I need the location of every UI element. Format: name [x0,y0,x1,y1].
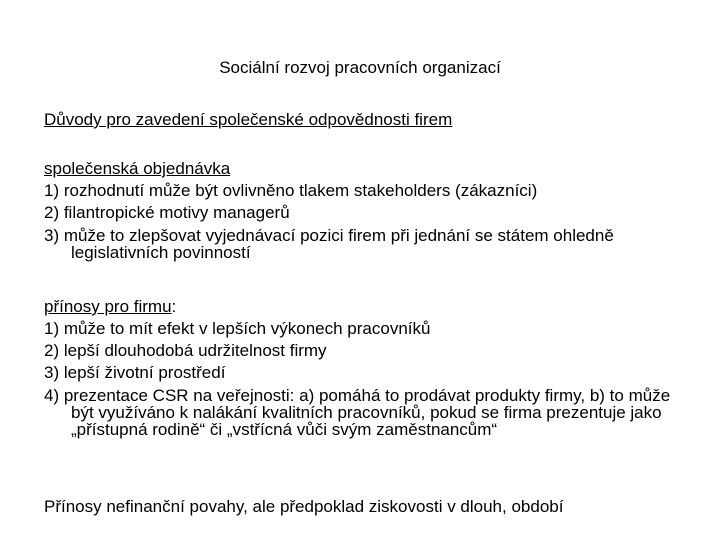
summary-text: Přínosy nefinanční povahy, ale předpoklad ziskovosti v dlouh, období [44,497,564,516]
benefits-label-line [44,296,684,318]
list-item: 1) rozhodnutí může být ovlivněno tlakem stakeholders (zákazníci) [44,181,538,200]
list-item: 1) může to mít efekt v lepších výkonech pracovníků [44,319,431,338]
benefits-section [44,296,684,443]
heading-text: Důvody pro zavedení společenské odpovědnosti firem [44,110,453,129]
benefits-label-suffix: : [171,297,177,316]
list-item: 2) lepší dlouhodobá udržitelnost firmy [44,341,327,360]
social-demand-label: společenská objednávka [44,159,231,178]
slide-title: Sociální rozvoj pracovních organizací [219,58,501,77]
list-item: 2) filantropické motivy managerů [44,203,290,222]
list-item: 3) může to zlepšovat vyjednávací pozici firem při jednání se státem ohledně legislativních povinností [44,226,614,262]
list-item: 3) lepší životní prostředí [44,363,226,382]
section-heading [44,109,684,131]
social-demand-section [44,158,684,266]
benefits-label: přínosy pro firmu [44,297,172,316]
list-item: 4) prezentace CSR na veřejnosti: a) pomáhá to prodávat produkty firmy, b) to může být využíváno k nalákání kvalitních pracovníků, pokud se firma prezentuje jako „přístupná rodině“ či „vstřícná vůči svým zaměstnancům“ [44,386,671,439]
